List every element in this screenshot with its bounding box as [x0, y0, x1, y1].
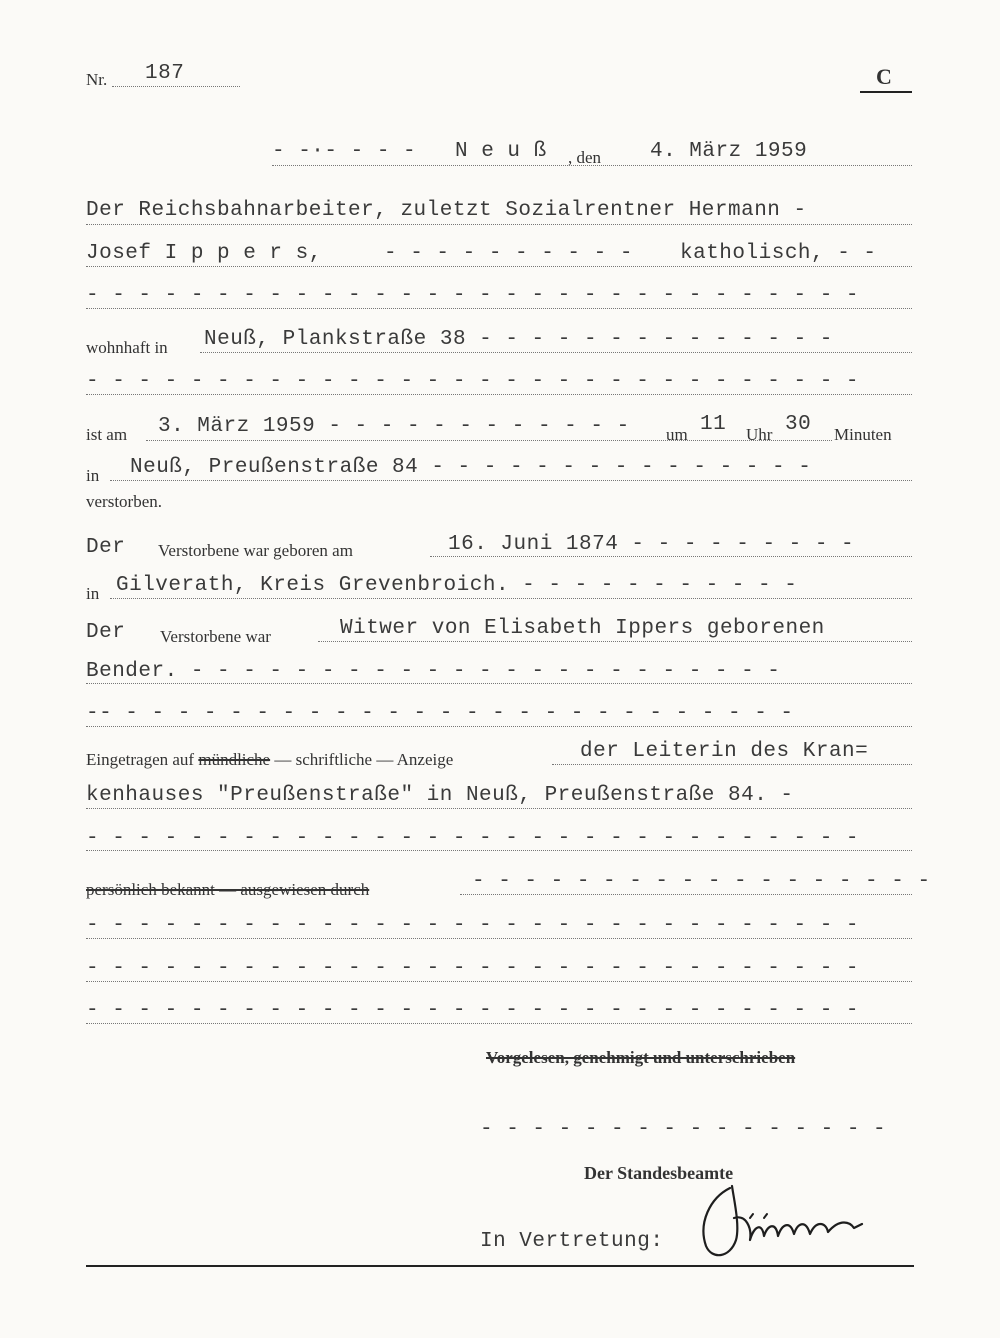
- marital-line-3: -- - - - - - - - - - - - - - - - - - - - - - - - - - -: [86, 702, 794, 725]
- signature-icon: [690, 1178, 900, 1268]
- residence-cont: - - - - - - - - - - - - - - - - - - - - - - - - - - - - - -: [86, 370, 860, 393]
- death-date-label: ist am: [86, 425, 128, 444]
- person-line-1: Der Reichsbahnarbeiter, zuletzt Sozialrentner Hermann -: [86, 199, 807, 222]
- uhr-label: Uhr: [746, 425, 773, 444]
- struck-oral: mündliche: [198, 750, 271, 769]
- deputy-label: In Vertretung:: [480, 1230, 664, 1253]
- verstorben-label: verstorben.: [86, 492, 163, 511]
- death-hour: 11: [700, 413, 727, 436]
- minuten-label: Minuten: [834, 425, 892, 444]
- death-place: Neuß, Preußenstraße 84 - - - - - - - - - - - - - - -: [130, 456, 812, 479]
- person-name: Josef I p p e r s,: [86, 242, 322, 265]
- fill-line-2: - - - - - - - - - - - - - - - - - - - - - - - - - - - - - -: [86, 957, 860, 980]
- birth-place: Gilverath, Kreis Grevenbroich. - - - - - - - - - - -: [116, 574, 798, 597]
- residence-value: Neuß, Plankstraße 38 - - - - - - - - - - - - - -: [204, 328, 833, 351]
- place-filler: - -·- - - -: [272, 140, 417, 163]
- fill-line-1: - - - - - - - - - - - - - - - - - - - - - - - - - - - - - -: [86, 914, 860, 937]
- birth-date: 16. Juni 1874 - - - - - - - - -: [448, 533, 855, 556]
- report-value-2: kenhauses "Preußenstraße" in Neuß, Preußenstraße 84. -: [86, 784, 794, 807]
- person-religion: katholisch, - -: [680, 242, 877, 265]
- marital-der: Der: [86, 621, 126, 644]
- um-label: um: [666, 425, 688, 444]
- record-date: 4. März 1959: [650, 140, 808, 163]
- identity-fill: - - - - - - - - - - - - - - - - - -: [472, 870, 931, 893]
- record-number: 187: [145, 62, 185, 85]
- birth-place-label: in: [86, 584, 100, 603]
- nr-label: Nr.: [86, 70, 108, 89]
- person-fill: - - - - - - - - - -: [384, 242, 633, 265]
- birth-label: Verstorbene war geboren am: [158, 541, 353, 560]
- marital-label: Verstorbene war: [160, 627, 271, 646]
- death-minutes: 30: [785, 413, 812, 436]
- death-date: 3. März 1959 - - - - - - - - - - - -: [158, 415, 630, 438]
- death-place-label: in: [86, 466, 100, 485]
- official-title: Der Standesbeamte: [584, 1163, 734, 1183]
- birth-der: Der: [86, 536, 126, 559]
- report-value-1: der Leiterin des Kran=: [580, 740, 869, 763]
- fill-line-3: - - - - - - - - - - - - - - - - - - - - - - - - - - - - - -: [86, 999, 860, 1022]
- marital-value: Witwer von Elisabeth Ippers geborenen: [340, 617, 825, 640]
- marital-line-2: Bender. - - - - - - - - - - - - - - - - - - - - - - -: [86, 660, 781, 683]
- person-line-3: - - - - - - - - - - - - - - - - - - - - - - - - - - - - - -: [86, 284, 860, 307]
- residence-label: wohnhaft in: [86, 338, 168, 357]
- blank-signature-line: - - - - - - - - - - - - - - - -: [480, 1118, 887, 1141]
- register-letter: C: [876, 64, 892, 89]
- den-label: , den: [568, 148, 602, 167]
- struck-read-approved: Vorgelesen, genehmigt und unterschrieben: [486, 1048, 796, 1067]
- report-value-3: - - - - - - - - - - - - - - - - - - - - - - - - - - - - - -: [86, 827, 860, 850]
- place-value: N e u ß: [455, 140, 547, 163]
- report-label: Eingetragen auf mündliche — schriftliche — Anzeige: [86, 750, 454, 769]
- struck-identity: persönlich bekannt — ausgewiesen durch: [86, 880, 370, 899]
